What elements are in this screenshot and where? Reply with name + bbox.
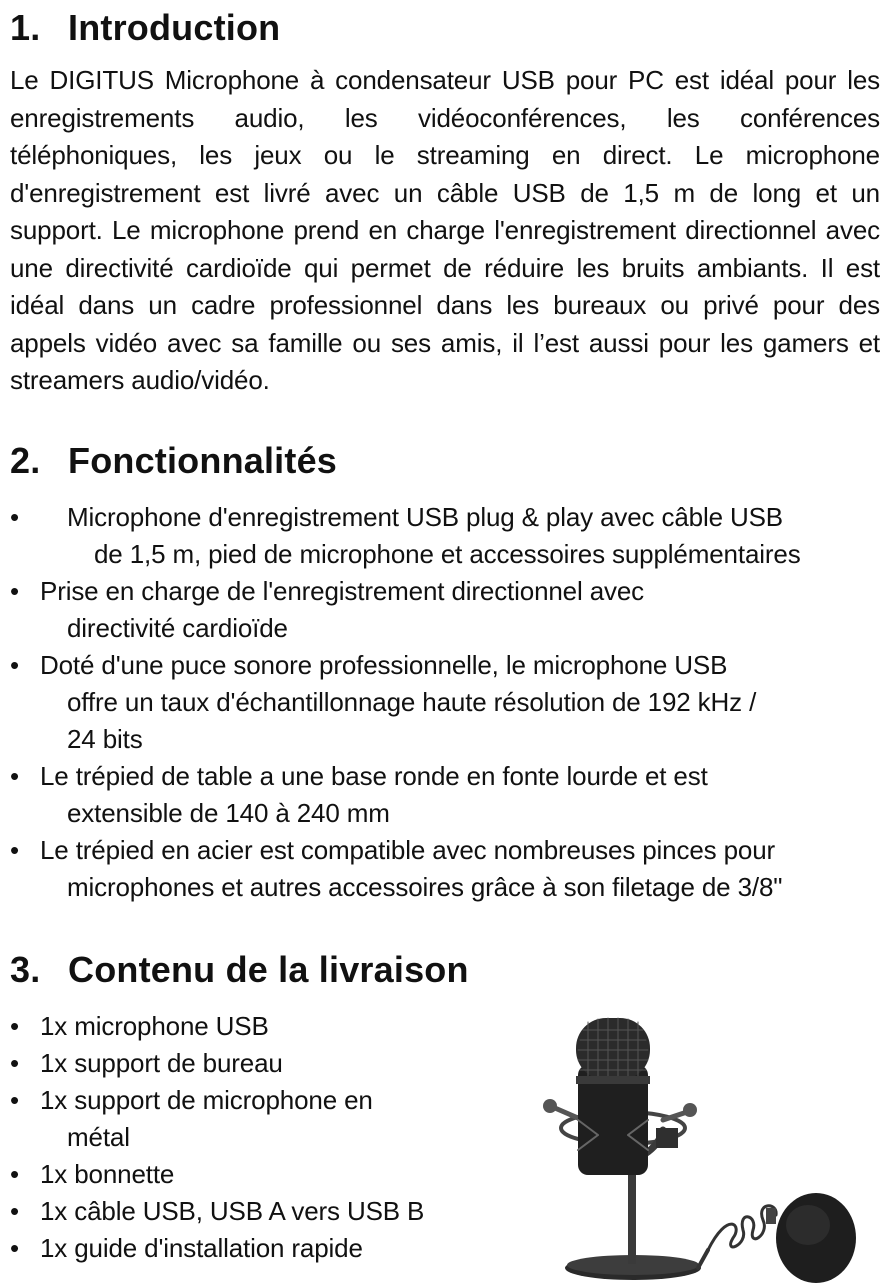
bullet-icon: •	[10, 1196, 19, 1226]
bullet-icon: •	[10, 761, 19, 791]
contents-item	[10, 1008, 480, 1045]
paragraph-line: support. Le microphone prend en charge l'enregistrement	[10, 215, 676, 245]
list-item-text: Microphone d'enregistrement USB plug & play avec câble USB	[67, 502, 783, 532]
section-title: Fonctionnalités	[68, 440, 338, 481]
bullet-icon: •	[10, 1011, 19, 1041]
list-item-continuation: extensible de 140 à 240 mm	[67, 798, 390, 828]
contents-list	[10, 1008, 480, 1267]
feature-item	[10, 647, 880, 758]
feature-item	[10, 573, 880, 647]
bullet-icon: •	[10, 576, 19, 606]
bullet-icon: •	[10, 502, 19, 532]
paragraph-line: directionnel avec une directivité cardioïde qui permet de réduire les	[10, 215, 880, 283]
contents-item	[10, 1082, 480, 1156]
bullet-icon: •	[10, 1159, 19, 1189]
bullet-icon: •	[10, 1233, 19, 1263]
list-item-continuation: métal	[67, 1122, 130, 1152]
contents-item	[10, 1230, 480, 1267]
list-item-text: 1x support de bureau	[40, 1048, 283, 1078]
list-item-text: 1x guide d'installation rapide	[40, 1233, 363, 1263]
list-item-text: Prise en charge de l'enregistrement directionnel avec	[40, 576, 645, 606]
list-item-continuation: offre un taux d'échantillonnage haute résolution de 192 kHz /	[67, 687, 757, 717]
list-item-text: Le trépied de table a une base ronde en fonte lourde et est	[40, 761, 708, 791]
contents-item	[10, 1193, 480, 1230]
list-item-text: 1x câble USB, USB A vers USB B	[40, 1196, 425, 1226]
paragraph-line: Le DIGITUS Microphone à condensateur USB pour PC est idéal pour	[10, 65, 837, 95]
section-number: 1.	[10, 7, 41, 48]
paragraph-line: bureaux ou privé pour des appels vidéo avec sa famille ou ses amis,	[10, 290, 880, 358]
feature-item	[10, 758, 880, 832]
paragraph-line: téléphoniques, les jeux ou le streaming en direct. Le microphone	[10, 140, 880, 170]
list-item-text: Doté d'une puce sonore professionnelle, le microphone USB	[40, 650, 728, 680]
microphone-product-photo	[538, 1010, 868, 1285]
list-item-text: 1x bonnette	[40, 1159, 175, 1189]
list-item-continuation: de 1,5 m, pied de microphone et accessoires supplémentaires	[94, 539, 801, 569]
list-item-continuation: microphones et autres accessoires grâce à son filetage de 3/8"	[67, 872, 783, 902]
section-heading-features	[10, 439, 880, 483]
section-heading-introduction	[10, 6, 880, 50]
feature-item	[10, 499, 880, 573]
section-number: 2.	[10, 440, 41, 481]
section-title: Contenu de la livraison	[68, 949, 469, 990]
list-item-text: 1x microphone USB	[40, 1011, 269, 1041]
features-list	[10, 499, 880, 906]
introduction-paragraph	[10, 62, 880, 400]
bullet-icon: •	[10, 1048, 19, 1078]
section-title: Introduction	[68, 7, 281, 48]
list-item-text: Le trépied en acier est compatible avec nombreuses pinces pour	[40, 835, 776, 865]
feature-item	[10, 832, 880, 906]
section-heading-contents	[10, 948, 880, 992]
section-features	[10, 439, 880, 906]
bullet-icon: •	[10, 650, 19, 680]
list-item-continuation: 24 bits	[67, 724, 143, 754]
contents-item	[10, 1156, 480, 1193]
section-number: 3.	[10, 949, 41, 990]
section-introduction	[10, 6, 880, 400]
list-item-continuation: directivité cardioïde	[67, 613, 288, 643]
paragraph-line: les enregistrements audio, les vidéoconférences, les conférences	[10, 65, 880, 133]
bullet-icon: •	[10, 835, 19, 865]
paragraph-line: bruits ambiants. Il est idéal dans un cadre professionnel dans les	[10, 252, 880, 320]
contents-item	[10, 1045, 480, 1082]
paragraph-line: il l’est aussi pour les gamers et streamers audio/vidéo.	[10, 327, 880, 395]
paragraph-line: d'enregistrement est livré avec un câble USB de 1,5 m de long et un	[10, 177, 880, 208]
list-item-text: 1x support de microphone en	[40, 1085, 373, 1115]
bullet-icon: •	[10, 1085, 19, 1115]
